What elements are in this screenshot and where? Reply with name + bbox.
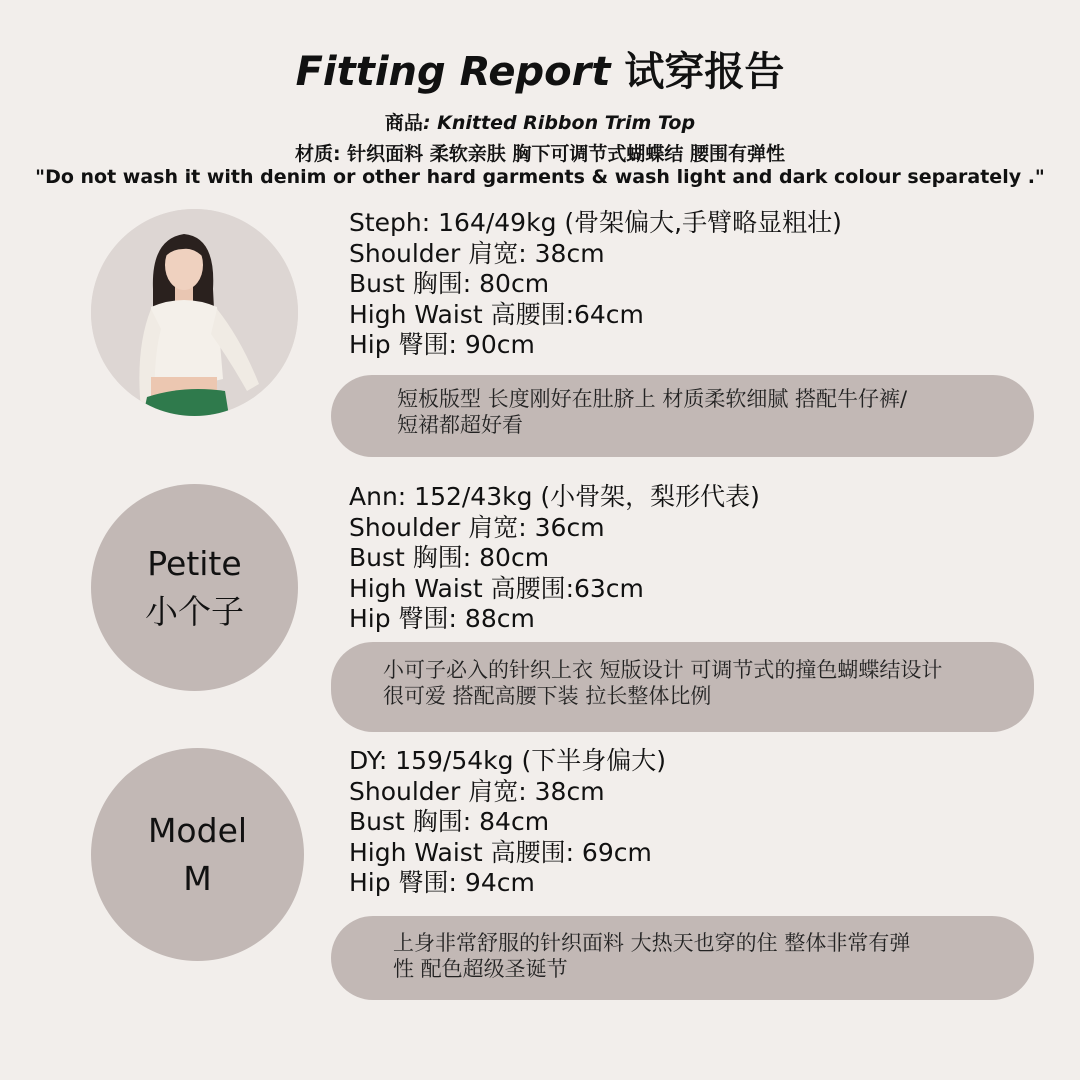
stat-shoulder: Shoulder 肩宽: 36cm (349, 512, 605, 542)
material-line: 材质: 针织面料 柔软亲肤 胸下可调节式蝴蝶结 腰围有弹性 (294, 143, 786, 165)
product-label: 商品 (384, 112, 423, 134)
comment-line: 短裙都超好看 (397, 413, 523, 437)
stat-bust: Bust 胸围: 80cm (349, 543, 550, 572)
comment-line: 性 配色超级圣诞节 (393, 957, 568, 981)
comment-line: 短板版型 长度刚好在肚脐上 材质柔软细腻 搭配牛仔裤/ (397, 387, 908, 411)
comment-line: 小可子必入的针织上衣 短版设计 可调节式的撞色蝴蝶结设计 (383, 658, 943, 682)
stat-name: Steph: 164/49kg (骨架偏大,手臂略显粗壮) (349, 208, 842, 237)
model-stats-ann (349, 482, 760, 635)
comment-line: 很可爱 搭配高腰下装 拉长整体比例 (383, 684, 712, 708)
product-name: : Knitted Ribbon Trim Top (422, 112, 696, 134)
care-note: "Do not wash it with denim or other hard garments & wash light and dark colour separately ." (35, 166, 1045, 188)
comment-bubble (331, 916, 1034, 1000)
title-chinese: 试穿报告 (624, 49, 785, 95)
stat-shoulder: Shoulder 肩宽: 38cm (349, 238, 605, 268)
product-line (0, 108, 1080, 135)
stat-name: DY: 159/54kg (下半身偏大) (349, 746, 666, 775)
stat-high-waist: High Waist 高腰围:63cm (349, 573, 644, 603)
stat-hip: Hip 臀围: 88cm (349, 604, 535, 633)
size-badge-model-m (91, 748, 304, 961)
size-badge-petite (91, 484, 298, 691)
model-stats-steph (349, 208, 842, 361)
stat-high-waist: High Waist 高腰围: 69cm (349, 837, 652, 867)
badge-line: Petite (147, 543, 242, 583)
badge-line: Model (147, 810, 248, 850)
stat-high-waist: High Waist 高腰围:64cm (349, 299, 644, 329)
model-photo-illustration (91, 209, 298, 416)
model-stats-dy (349, 746, 666, 899)
model-photo (91, 209, 298, 416)
comment-bubble (331, 642, 1034, 732)
stat-hip: Hip 臀围: 90cm (349, 330, 535, 359)
badge-line: M (183, 858, 212, 898)
comment-line: 上身非常舒服的针织面料 大热天也穿的住 整体非常有弹 (393, 931, 911, 955)
stat-bust: Bust 胸围: 84cm (349, 807, 550, 836)
comment-bubble (331, 375, 1034, 457)
stat-name: Ann: 152/43kg (小骨架，梨形代表) (349, 482, 760, 511)
stat-bust: Bust 胸围: 80cm (349, 269, 550, 298)
page-title (0, 40, 1080, 97)
stat-hip: Hip 臀围: 94cm (349, 868, 535, 897)
stat-shoulder: Shoulder 肩宽: 38cm (349, 776, 605, 806)
badge-line: 小个子 (145, 591, 244, 631)
title-english: Fitting Report (295, 49, 611, 95)
